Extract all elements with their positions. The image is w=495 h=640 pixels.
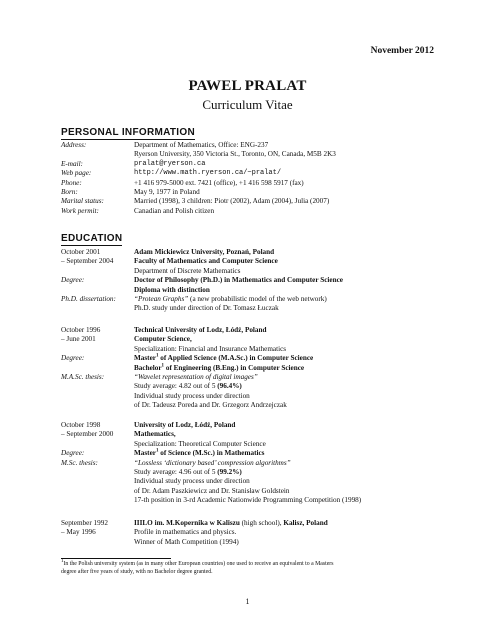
footnote-divider (61, 558, 171, 559)
page-number: 1 (245, 597, 250, 606)
date-end: – June 2001 (61, 335, 96, 344)
footnote-mark: 1 (161, 363, 165, 369)
personal-row-email (61, 160, 441, 169)
degree-part: Master (134, 354, 156, 363)
edu-line (61, 468, 441, 477)
average-percent: (99.2%) (217, 468, 242, 477)
empty-label (61, 496, 134, 505)
supervisors: of Dr. Adam Paszkiewicz and Dr. Stanisław Goldstein (134, 486, 290, 495)
dissertation (134, 295, 441, 304)
date-start: September 1992 (61, 519, 108, 527)
empty-label (61, 487, 134, 496)
marital-status-label: Marital status: (61, 197, 104, 206)
individual-study: Individual study process under direction (134, 391, 250, 400)
empty-label (61, 364, 134, 373)
edu-line (61, 382, 441, 391)
personal-row-phone (61, 179, 441, 188)
school-name: IIILO im. M.Kopernika w Kaliszu (134, 519, 240, 527)
institution (134, 519, 441, 528)
personal-row-address (61, 141, 441, 150)
page-title: PAWEL PRALAT (188, 78, 307, 94)
edu-line (61, 276, 441, 285)
edu-line (61, 295, 441, 304)
education-entry-phd (61, 248, 441, 314)
date-start: October 2001 (61, 248, 101, 256)
footnote-mark: 1 (155, 448, 159, 454)
address-label: Address: (61, 141, 87, 149)
personal-row-born (61, 188, 441, 197)
average-text: Study average: 4.82 out of 5 (134, 382, 218, 391)
footnote (61, 561, 441, 576)
date-end: – May 1996 (61, 528, 96, 537)
footnote-mark: 1 (61, 559, 64, 565)
profile: Profile in mathematics and physics. (134, 528, 237, 537)
institution: Adam Mickiewicz University, Poznań, Poland (134, 248, 275, 256)
education-entry-masc (61, 326, 441, 411)
edu-line (61, 519, 441, 528)
empty-label (61, 401, 134, 410)
empty-label (61, 538, 134, 547)
personal-info (61, 141, 441, 216)
address-line-1: Department of Mathematics, Office: ENG-237 (134, 141, 269, 149)
study-direction: Ph.D. study under direction of Dr. Tomasz Łuczak (134, 304, 279, 313)
degree-part: Bachelor (134, 363, 162, 372)
footnote-text-1: In the Polish university system (as in many other European countries) one used to receive an equivalent to a Masters (63, 561, 334, 567)
average-percent: (96.4%) (217, 382, 242, 391)
section-heading-education: EDUCATION (61, 233, 123, 244)
faculty: Mathematics, (134, 430, 176, 439)
work-permit-value: Canadian and Polish citizen (134, 206, 215, 215)
degree-label: Degree: (61, 276, 85, 285)
footnote-line-1 (61, 561, 441, 569)
edu-line (61, 267, 441, 276)
personal-row-address-2 (61, 150, 441, 159)
work-permit-label: Work permit: (61, 206, 99, 215)
web-page-link[interactable]: http://www.math.ryerson.ca/~pralat/ (134, 169, 282, 178)
edu-line (61, 286, 441, 295)
specialization: Specialization: Financial and Insurance Mathematics (134, 344, 287, 353)
empty-label (61, 267, 134, 276)
study-average (134, 382, 441, 391)
empty-label (61, 150, 134, 159)
degree-label: Degree: (61, 354, 85, 363)
supervisors: of Dr. Tadeusz Poreda and Dr. Grzegorz Andrzejczak (134, 401, 287, 410)
empty-label (61, 286, 134, 295)
edu-line (61, 304, 441, 313)
degree-label: Degree: (61, 449, 85, 458)
edu-line (61, 257, 441, 266)
edu-line (61, 477, 441, 486)
page-subtitle: Curriculum Vitae (202, 97, 293, 112)
dissertation-note: (a new probabilistic model of the web network) (188, 295, 327, 304)
education-entry-high-school (61, 519, 441, 547)
competition-winner: Winner of Math Competition (1994) (134, 537, 239, 546)
faculty: Computer Science, (134, 335, 192, 344)
edu-line (61, 430, 441, 439)
marital-status-value: Married (1998), 3 children: Piotr (2002), Adam (2004), Julia (2007) (134, 197, 330, 206)
edu-line (61, 487, 441, 496)
web-page-label: Web page: (61, 169, 92, 178)
personal-row-web (61, 169, 441, 178)
school-city: Kalisz, Poland (283, 519, 328, 527)
edu-line (61, 496, 441, 505)
institution: University of Lodz, Łódź, Poland (134, 421, 236, 429)
edu-line (61, 373, 441, 382)
competition-position: 17-th position in 3-rd Academic Nationwide Programming Competition (1998) (134, 496, 362, 505)
section-heading-personal: PERSONAL INFORMATION (61, 127, 195, 138)
document-date: November 2012 (370, 46, 434, 56)
thesis-label: M.A.Sc. thesis: (61, 373, 105, 382)
edu-line (61, 354, 441, 363)
specialization: Specialization: Theoretical Computer Science (134, 439, 266, 448)
email-link[interactable]: pralat@ryerson.ca (134, 159, 206, 168)
date-end: – September 2000 (61, 430, 114, 439)
degree-part: of Science (M.Sc.) in Mathematics (158, 449, 265, 458)
personal-row-work-permit (61, 207, 441, 216)
empty-label (61, 468, 134, 477)
empty-label (61, 440, 134, 449)
degree (134, 364, 441, 373)
empty-label (61, 345, 134, 354)
date-start: October 1998 (61, 421, 101, 429)
school-type: (high school), (239, 519, 284, 527)
education-entry-msc (61, 421, 441, 506)
empty-label (61, 304, 134, 313)
degree (134, 354, 441, 363)
edu-line (61, 248, 441, 257)
empty-label (61, 392, 134, 401)
thesis-label: M.Sc. thesis: (61, 458, 98, 467)
footnote-line-2: degree after five years of study, with no Bachelor degree granted. (61, 568, 213, 575)
degree (134, 449, 441, 458)
edu-line (61, 392, 441, 401)
degree: Doctor of Philosophy (Ph.D.) in Mathematics and Computer Science (134, 276, 343, 285)
born-label: Born: (61, 188, 78, 197)
edu-line (61, 345, 441, 354)
empty-label (61, 477, 134, 486)
dissertation-label: Ph.D. dissertation: (61, 295, 116, 304)
date-start: October 1996 (61, 326, 101, 334)
edu-line (61, 449, 441, 458)
thesis-title: “Lossless ‘dictionary based’ compression algorithms” (134, 458, 291, 467)
address-line-2: Ryerson University, 350 Victoria St., Toronto, ON, Canada, M5B 2K3 (134, 150, 336, 159)
edu-line (61, 421, 441, 430)
institution: Technical University of Lodz, Łódź, Poland (134, 326, 267, 334)
department: Department of Discrete Mathematics (134, 266, 241, 275)
degree-part: Master (134, 449, 156, 458)
study-average (134, 468, 441, 477)
phone-value: +1 416 979-5000 ext. 7421 (office), +1 416 598 5917 (fax) (134, 178, 304, 187)
edu-line (61, 440, 441, 449)
degree-part: of Engineering (B.Eng.) in Computer Science (164, 363, 305, 372)
date-end: – September 2004 (61, 257, 114, 266)
edu-line (61, 538, 441, 547)
edu-line (61, 401, 441, 410)
average-text: Study average: 4.96 out of 5 (134, 468, 218, 477)
thesis-title: “Wavelet representation of digital images” (134, 373, 258, 382)
edu-line (61, 528, 441, 537)
degree-part: of Applied Science (M.A.Sc.) in Computer Science (158, 354, 314, 363)
edu-line (61, 326, 441, 335)
email-label: E-mail: (61, 159, 83, 168)
dissertation-title: “Protean Graphs” (134, 295, 189, 304)
faculty: Faculty of Mathematics and Computer Science (134, 257, 278, 266)
individual-study: Individual study process under direction (134, 477, 250, 486)
edu-line (61, 335, 441, 344)
edu-line (61, 364, 441, 373)
empty-label (61, 382, 134, 391)
personal-row-marital (61, 197, 441, 206)
phone-label: Phone: (61, 178, 82, 187)
edu-line (61, 459, 441, 468)
distinction: Diploma with distinction (134, 285, 210, 294)
footnote-mark: 1 (155, 353, 159, 359)
born-value: May 9, 1977 in Poland (134, 188, 200, 197)
